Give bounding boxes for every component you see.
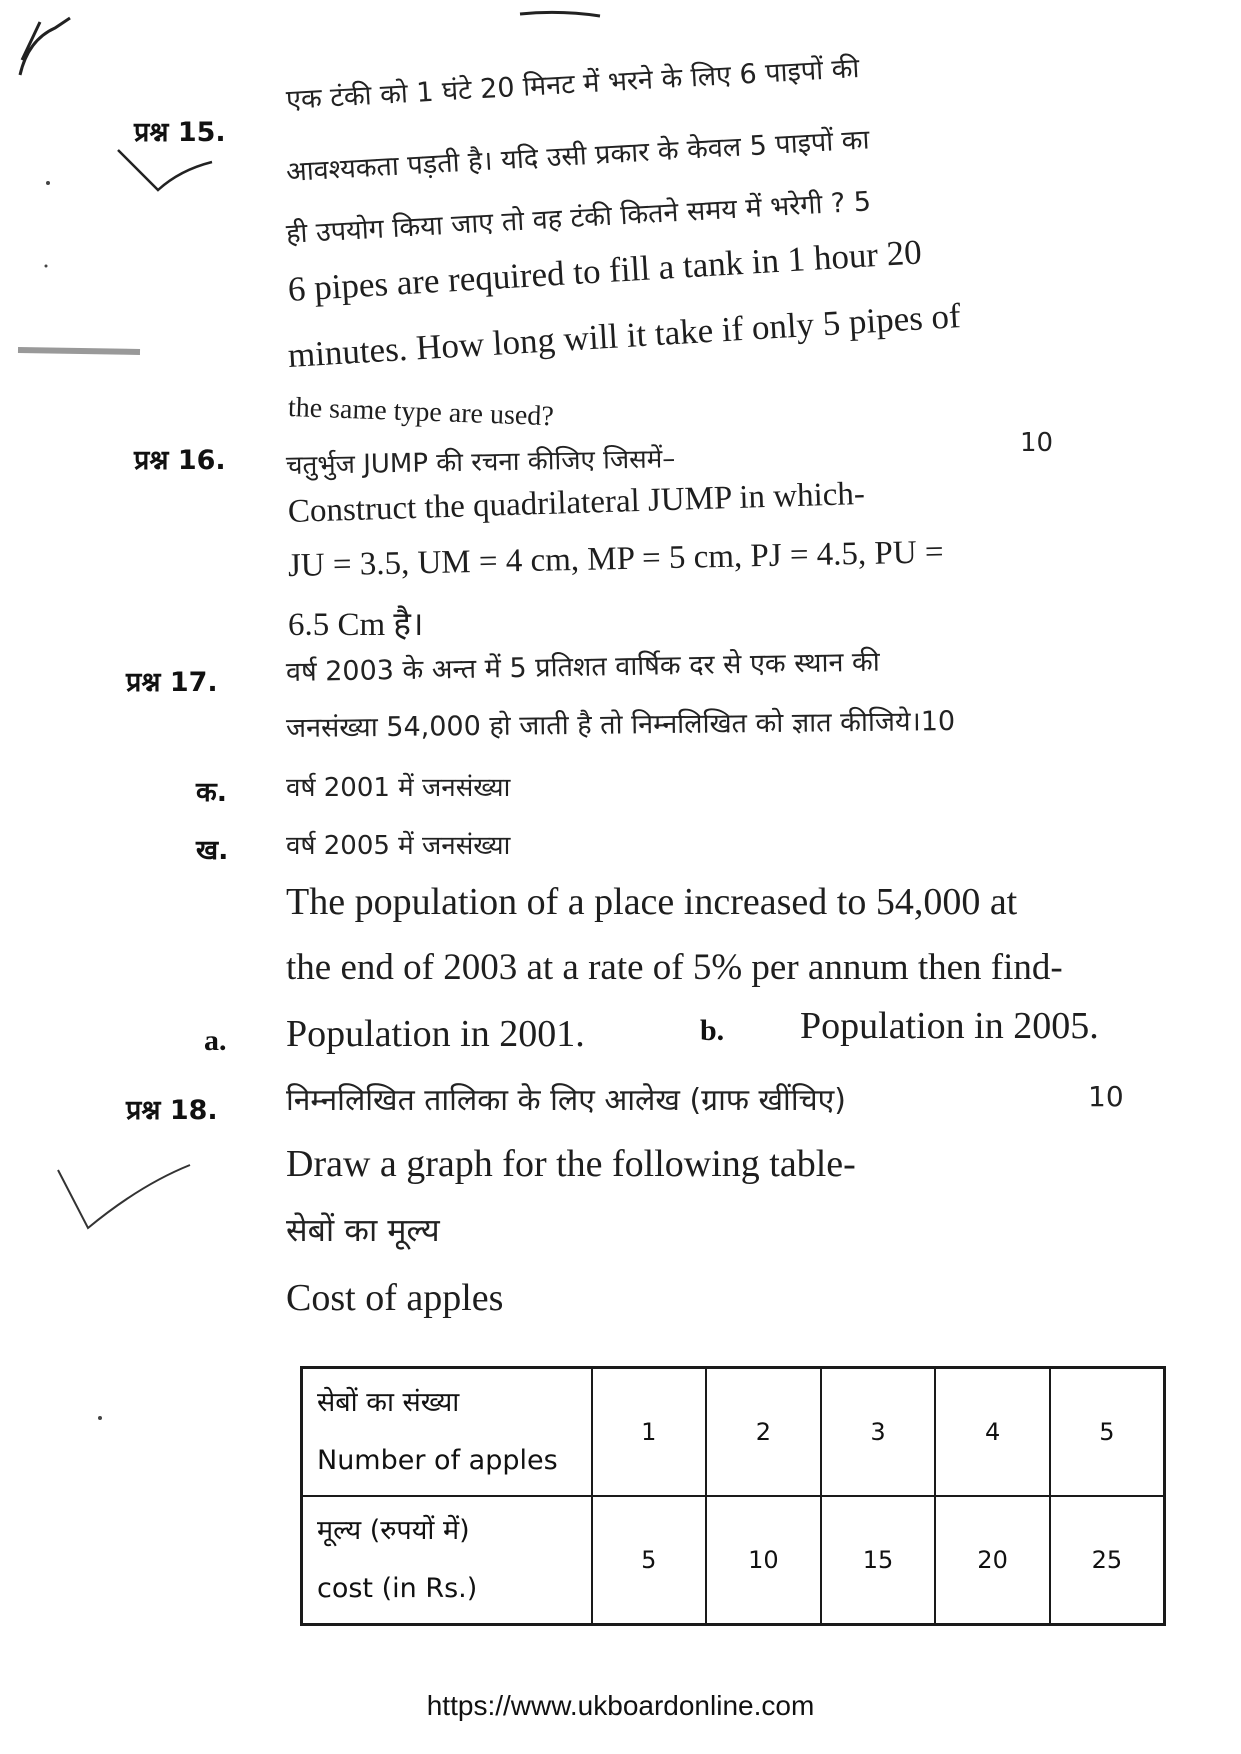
q17-sub-text-ka: वर्ष 2001 में जनसंख्या <box>286 773 511 803</box>
q16-english-line-3: 6.5 Cm है। <box>288 607 424 643</box>
question-17-label: प्रश्न 17. <box>126 667 218 698</box>
table-title-hindi: सेबों का मूल्य <box>286 1211 440 1249</box>
q17-hindi-line-2: जनसंख्या 54,000 हो जाती है तो निम्नलिखित को ज्ञात कीजिये।10 <box>285 705 956 744</box>
q15-hindi-line-2: आवश्यकता पड़ती है। यदि उसी प्रकार के केवल 5 पाइपों का <box>285 124 871 188</box>
q17-sub-marker-b: b. <box>700 1014 725 1047</box>
footer-url: https://www.ukboardonline.com <box>426 1690 815 1721</box>
apples-cell: 4 <box>935 1368 1050 1497</box>
speck-mark <box>98 1416 102 1420</box>
table-row-apples <box>302 1368 1165 1497</box>
tick-mark-q18 <box>58 1165 190 1228</box>
top-dash-mark <box>520 12 600 16</box>
speck-mark <box>46 181 50 185</box>
question-18-label: प्रश्न 18. <box>126 1095 218 1126</box>
q17-hindi-line-1: वर्ष 2003 के अन्त में 5 प्रतिशत वार्षिक दर से एक स्थान की <box>285 646 880 688</box>
q16-english-line-2: JU = 3.5, UM = 4 cm, MP = 5 cm, PJ = 4.5, PU = <box>287 534 944 584</box>
cost-cell: 25 <box>1050 1496 1165 1625</box>
q16-english-line-1: Construct the quadrilateral JUMP in which- <box>287 475 866 530</box>
row-header-cost <box>302 1496 592 1625</box>
row-header-apples <box>302 1368 592 1497</box>
cost-cell: 10 <box>706 1496 821 1625</box>
side-smudge-mark <box>18 350 140 352</box>
q18-english-line: Draw a graph for the following table- <box>286 1143 856 1185</box>
row-header-cost-english: cost (in Rs.) <box>317 1573 478 1604</box>
q17-sub-text-kha: वर्ष 2005 में जनसंख्या <box>286 831 511 861</box>
q17-sub-marker-a: a. <box>204 1024 227 1057</box>
question-15-label: प्रश्न 15. <box>134 117 226 148</box>
row-header-cost-hindi: मूल्य (रुपयों में) <box>317 1515 470 1546</box>
q16-hindi-line: चतुर्भुज JUMP की रचना कीजिए जिसमें– <box>285 444 676 481</box>
q17-english-line-1: The population of a place increased to 54,000 at <box>286 881 1018 923</box>
q18-marks: 10 <box>1088 1080 1124 1113</box>
tick-mark-q15 <box>118 150 212 190</box>
speck-mark <box>45 265 48 268</box>
q17-sub-text-b: Population in 2005. <box>800 1005 1099 1047</box>
q17-sub-text-a: Population in 2001. <box>286 1013 585 1055</box>
row-header-apples-hindi: सेबों का संख्या <box>317 1387 460 1418</box>
table-row-cost <box>302 1496 1165 1625</box>
apples-cell: 3 <box>821 1368 936 1497</box>
apples-cell: 5 <box>1050 1368 1165 1497</box>
q15-english-line-1: 6 pipes are required to fill a tank in 1 hour 20 <box>286 232 923 309</box>
table-title-english: Cost of apples <box>286 1277 504 1319</box>
row-header-apples-english: Number of apples <box>317 1445 558 1476</box>
cost-cell: 5 <box>592 1496 707 1625</box>
apples-cost-table <box>300 1366 1166 1626</box>
q17-english-line-2: the end of 2003 at a rate of 5% per annum then find- <box>286 947 1063 988</box>
question-16-label: प्रश्न 16. <box>134 445 226 476</box>
q17-sub-marker-ka: क. <box>196 777 227 808</box>
q15-english-line-2: minutes. How long will it take if only 5 pipes of <box>286 296 962 375</box>
apples-cell: 1 <box>592 1368 707 1497</box>
q15-hindi-line-3: ही उपयोग किया जाए तो वह टंकी कितने समय में भरेगी ? 5 <box>285 186 872 250</box>
q15-english-line-3: the same type are used? <box>287 392 555 433</box>
cost-cell: 20 <box>935 1496 1050 1625</box>
q17-sub-marker-kha: ख. <box>196 835 229 866</box>
cost-cell: 15 <box>821 1496 936 1625</box>
q15-hindi-line-1: एक टंकी को 1 घंटे 20 मिनट में भरने के लिए 6 पाइपों की <box>285 52 861 116</box>
corner-stroke-mark <box>20 18 70 75</box>
apples-cell: 2 <box>706 1368 821 1497</box>
q18-hindi-line: निम्नलिखित तालिका के लिए आलेख (ग्राफ खींचिए) <box>286 1083 846 1118</box>
q16-marks: 10 <box>1020 428 1054 458</box>
